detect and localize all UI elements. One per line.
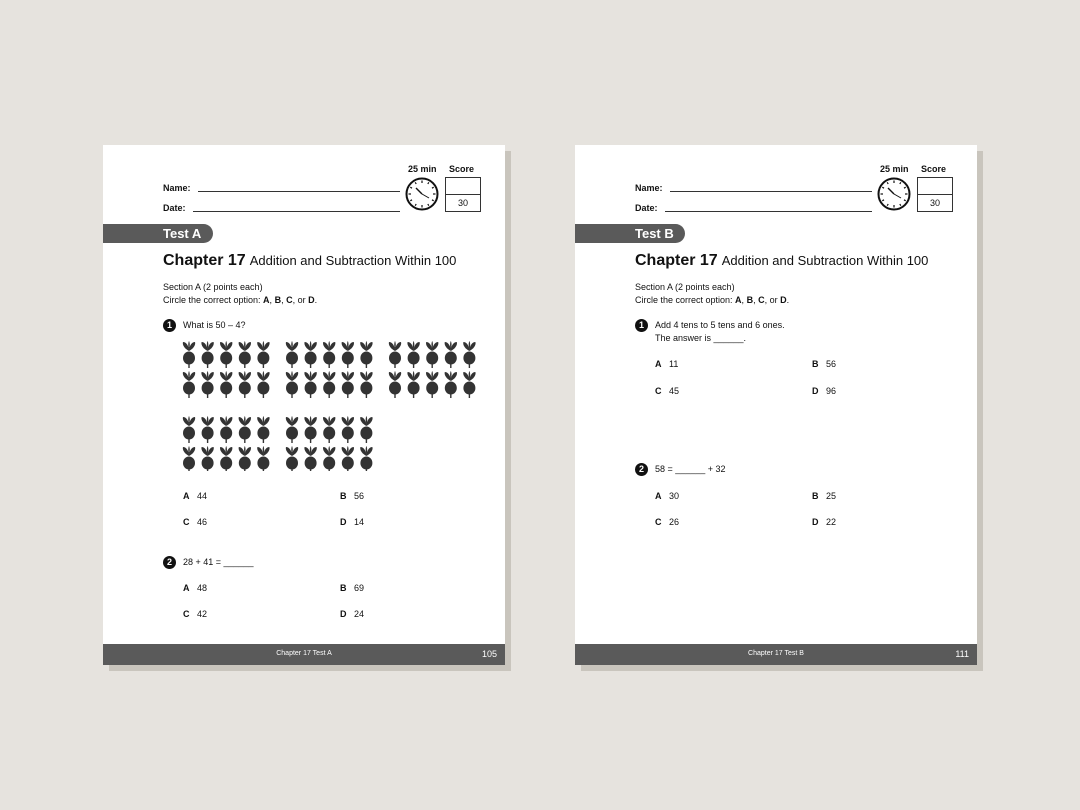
clock-icon bbox=[877, 177, 911, 211]
beet-icon bbox=[304, 371, 316, 398]
score-box bbox=[445, 177, 481, 212]
chapter-title: Addition and Subtraction Within 100 bbox=[249, 253, 457, 268]
answer-option[interactable]: C 42 bbox=[183, 609, 208, 619]
score-label: Score bbox=[449, 164, 475, 174]
beet-icon bbox=[445, 371, 457, 398]
beet-icon bbox=[304, 416, 316, 443]
beet-icon bbox=[257, 416, 269, 443]
chapter-heading bbox=[163, 252, 456, 270]
instructions bbox=[163, 281, 317, 307]
score-label: Score bbox=[921, 164, 947, 174]
beet-icon bbox=[201, 416, 213, 443]
answer-option[interactable]: D 22 bbox=[812, 517, 837, 527]
beet-icon bbox=[257, 341, 269, 368]
date-line bbox=[193, 211, 400, 212]
question-number: 1 bbox=[163, 319, 176, 332]
time-limit: 25 min bbox=[408, 164, 437, 174]
name-label: Name: bbox=[163, 183, 191, 193]
chapter-number: Chapter 17 bbox=[635, 252, 718, 269]
date-line bbox=[665, 211, 872, 212]
answer-option[interactable]: D 24 bbox=[340, 609, 365, 619]
time-limit: 25 min bbox=[880, 164, 909, 174]
beet-icon bbox=[360, 341, 372, 368]
beet-icon bbox=[304, 446, 316, 471]
answer-option[interactable]: D 96 bbox=[812, 386, 837, 396]
beet-icon bbox=[342, 416, 354, 443]
beet-icon bbox=[304, 341, 316, 368]
beet-icon bbox=[463, 341, 475, 368]
answer-option[interactable]: A 44 bbox=[183, 491, 208, 501]
beet-icon bbox=[445, 341, 457, 368]
answer-option[interactable]: D 14 bbox=[340, 517, 365, 527]
score-total: 30 bbox=[457, 198, 468, 208]
beet-icon bbox=[342, 446, 354, 471]
beet-icon bbox=[220, 341, 232, 368]
beet-icon bbox=[286, 371, 298, 398]
beet-icon bbox=[239, 416, 251, 443]
beet-icon bbox=[183, 446, 195, 471]
beet-icon bbox=[323, 446, 335, 471]
beet-icon bbox=[201, 446, 213, 471]
question-text: What is 50 – 4? bbox=[183, 320, 246, 330]
page-footer bbox=[575, 644, 977, 665]
chapter-number: Chapter 17 bbox=[163, 252, 246, 269]
section-label: Section A (2 points each) bbox=[635, 282, 735, 292]
beet-icon bbox=[463, 371, 475, 398]
answer-option[interactable]: B 25 bbox=[812, 491, 837, 501]
question-text: 28 + 41 = ______ bbox=[183, 557, 254, 567]
question-number: 1 bbox=[635, 319, 648, 332]
page-number: 105 bbox=[481, 649, 497, 659]
score-total: 30 bbox=[929, 198, 940, 208]
beet-icon bbox=[183, 371, 195, 398]
instruction-line: Circle the correct option: A, B, C, or D. bbox=[163, 295, 318, 305]
name-line bbox=[198, 191, 400, 192]
beet-icon bbox=[239, 341, 251, 368]
beet-icon bbox=[220, 446, 232, 471]
beet-icon bbox=[183, 416, 195, 443]
instructions bbox=[635, 281, 789, 307]
answer-option[interactable]: B 69 bbox=[340, 583, 365, 593]
answer-option[interactable]: A 48 bbox=[183, 583, 208, 593]
score-box bbox=[917, 177, 953, 212]
question-text: Add 4 tens to 5 tens and 6 ones. The answer is ______. bbox=[655, 320, 785, 343]
clock-icon bbox=[405, 177, 439, 211]
instruction-line: Circle the correct option: A, B, C, or D. bbox=[635, 295, 790, 305]
beet-icon bbox=[360, 446, 372, 471]
beet-icon bbox=[389, 341, 401, 368]
worksheet-page-test-b bbox=[575, 145, 977, 665]
footer-text: Chapter 17 Test A bbox=[276, 650, 332, 657]
beet-icon bbox=[342, 371, 354, 398]
page-number: 111 bbox=[955, 649, 969, 659]
answer-option[interactable]: A 11 bbox=[655, 359, 679, 369]
beet-icon bbox=[183, 341, 195, 368]
question-text: 58 = ______ + 32 bbox=[655, 464, 726, 474]
beet-icon bbox=[407, 341, 419, 368]
name-label: Name: bbox=[635, 183, 663, 193]
answer-option[interactable]: C 45 bbox=[655, 386, 680, 396]
beet-icon bbox=[239, 446, 251, 471]
beet-icon bbox=[239, 371, 251, 398]
answer-option[interactable]: A 30 bbox=[655, 491, 680, 501]
test-tab: Test B bbox=[575, 224, 685, 243]
test-tab: Test A bbox=[103, 224, 213, 243]
page-footer bbox=[103, 644, 505, 665]
answer-option[interactable]: B 56 bbox=[340, 491, 365, 501]
beet-icon bbox=[360, 371, 372, 398]
beet-icon bbox=[426, 371, 438, 398]
answer-option[interactable]: B 56 bbox=[812, 359, 837, 369]
name-line bbox=[670, 191, 872, 192]
beet-icon bbox=[201, 371, 213, 398]
beet-icon bbox=[286, 341, 298, 368]
beet-icon bbox=[323, 341, 335, 368]
beet-icon bbox=[389, 371, 401, 398]
chapter-title: Addition and Subtraction Within 100 bbox=[721, 253, 929, 268]
beet-icon bbox=[201, 341, 213, 368]
beet-icon bbox=[360, 416, 372, 443]
worksheet-page-test-a bbox=[103, 145, 505, 665]
beet-icon bbox=[323, 416, 335, 443]
date-label: Date: bbox=[163, 203, 186, 213]
beet-icon bbox=[407, 371, 419, 398]
footer-text: Chapter 17 Test B bbox=[748, 650, 804, 657]
question-number: 2 bbox=[635, 463, 648, 476]
date-label: Date: bbox=[635, 203, 658, 213]
answer-option[interactable]: C 46 bbox=[183, 517, 208, 527]
beet-icon bbox=[342, 341, 354, 368]
question-number: 2 bbox=[163, 556, 176, 569]
beet-icon bbox=[286, 446, 298, 471]
beet-icon bbox=[257, 371, 269, 398]
beet-icon bbox=[286, 416, 298, 443]
chapter-heading bbox=[635, 252, 928, 270]
beet-icon bbox=[426, 341, 438, 368]
beet-picture bbox=[181, 341, 481, 471]
section-label: Section A (2 points each) bbox=[163, 282, 263, 292]
beet-icon bbox=[220, 371, 232, 398]
beet-icon bbox=[257, 446, 269, 471]
beet-icon bbox=[323, 371, 335, 398]
answer-option[interactable]: C 26 bbox=[655, 517, 680, 527]
beet-icon bbox=[220, 416, 232, 443]
